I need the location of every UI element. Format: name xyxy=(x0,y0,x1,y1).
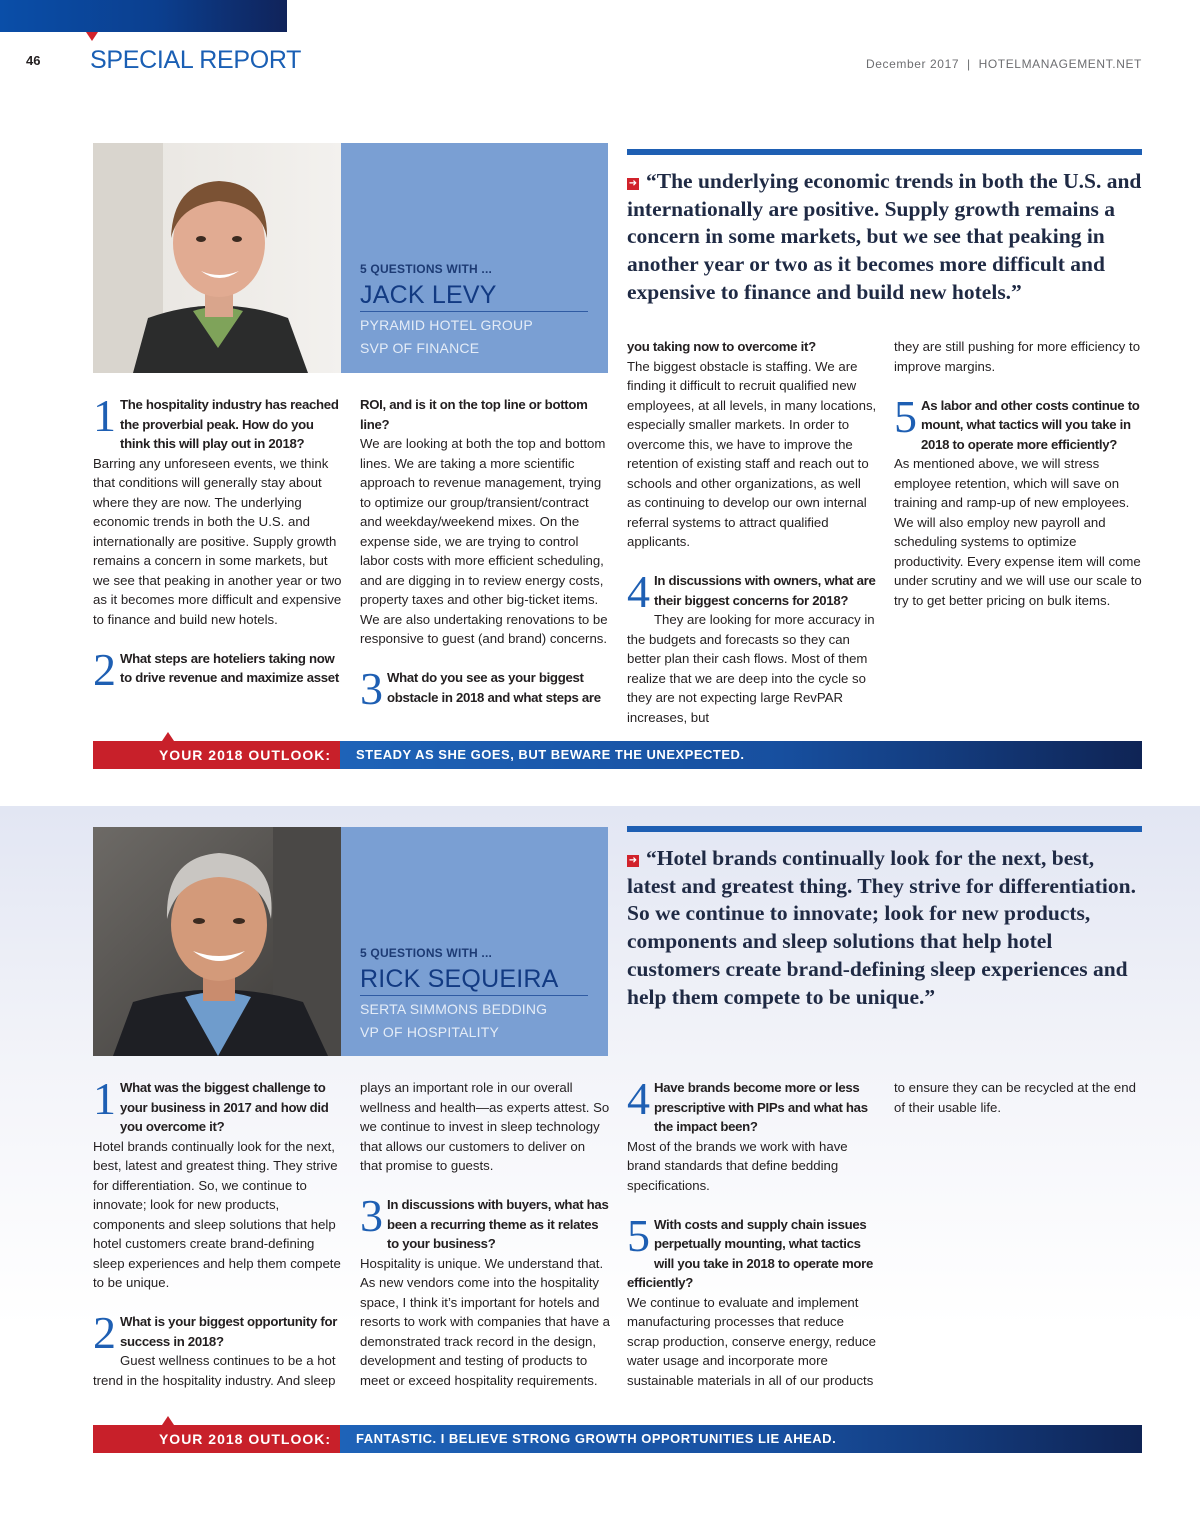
question-text: What do you see as your biggest obstacle in 2018 and what steps are xyxy=(387,670,601,705)
question-block-2 xyxy=(93,1307,343,1390)
question-text: With costs and supply chain issues perpetually mounting, what tactics will you take in 2018 to operate more efficiently? xyxy=(627,1216,874,1290)
outlook-text: FANTASTIC. I BELIEVE STRONG GROWTH OPPORTUNITIES LIE AHEAD. xyxy=(340,1425,1142,1453)
interviewee-title: SVP OF FINANCE xyxy=(360,340,480,356)
column-4 xyxy=(894,1078,1144,1137)
column-1 xyxy=(93,390,343,707)
pull-quote-text: “The underlying economic trends in both the U.S. and internationally are positive. Supply growth remains a concern in some markets, but we see that peaking in another year or two as it becomes more difficult and expensive to finance and build new hotels.” xyxy=(627,169,1142,304)
outlook-label: YOUR 2018 OUTLOOK: xyxy=(93,741,340,769)
question-number: 2 xyxy=(93,1307,116,1358)
question-text: In discussions with owners, what are their biggest concerns for 2018? xyxy=(654,573,876,608)
question-block-1 xyxy=(93,390,343,629)
question-text: In discussions with buyers, what has been a recurring theme as it relates to your business? xyxy=(387,1197,609,1251)
question-block-4 xyxy=(627,566,877,727)
nameplate-divider xyxy=(360,995,588,996)
question-block-3 xyxy=(360,1190,610,1390)
answer-text: We continue to evaluate and implement manufacturing processes that reduce scrap production, conserve energy, reduce water usage and incorporate more sustainable materials in all of our products xyxy=(627,1294,876,1388)
question-block-1 xyxy=(93,1073,343,1293)
question-number: 4 xyxy=(627,1073,650,1124)
question-text: ROI, and is it on the top line or bottom line? xyxy=(360,397,588,432)
answer-4-cont xyxy=(894,337,1144,376)
outlook-text: STEADY AS SHE GOES, BUT BEWARE THE UNEXPECTED. xyxy=(340,741,1142,769)
answer-text: Hospitality is unique. We understand that. As new vendors come into the hospitality space, I think it’s important for hotels and resorts to work with companies that have a demonstrated track record in the design, development and testing of products to meet or exceed hospitality requirements. xyxy=(360,1255,610,1388)
question-block-2 xyxy=(93,643,343,695)
pull-quote xyxy=(627,168,1147,307)
outlook-notch-icon xyxy=(162,732,174,741)
question-number: 1 xyxy=(93,390,116,441)
issue-info: December 2017 | HOTELMANAGEMENT.NET xyxy=(865,57,1142,71)
outlook-notch-icon xyxy=(162,1416,174,1425)
quote-bar xyxy=(627,826,1142,832)
answer-2-cont xyxy=(360,1078,610,1176)
outlook-bar xyxy=(93,741,1142,769)
portrait-photo-icon xyxy=(93,827,341,1056)
page-number: 46 xyxy=(26,53,41,68)
outlook-bar xyxy=(93,1425,1142,1453)
column-1 xyxy=(93,1073,343,1410)
answer-text: Hotel brands continually look for the next, best, latest and greatest thing. They strive for differentiation. So, we continue to innovate; look for new products, components and sleep solutions that help hotel customers create brand-defining sleep experiences and help them compete to be unique. xyxy=(93,1138,341,1290)
answer-text: Guest wellness continues to be a hot trend in the hospitality industry. And sleep xyxy=(93,1353,336,1388)
answer-text: they are still pushing for more efficiency to improve margins. xyxy=(894,339,1141,374)
arrow-right-icon: ➜ xyxy=(628,855,638,866)
answer-text: Barring any unforeseen events, we think that conditions will generally stay about where they are now. The underlying economic trends in both the U.S. and internationally are positive. Supply growth remains a concern in some markets, but we see that peaking in another year or two as it becomes more difficult and expensive to finance and build new hotels. xyxy=(93,455,342,627)
question-block-3-cont xyxy=(627,337,877,552)
header-color-bar xyxy=(0,0,287,32)
interviewee-name: RICK SEQUEIRA xyxy=(360,965,559,993)
question-text: What steps are hoteliers taking now to drive revenue and maximize asset xyxy=(120,650,339,685)
answer-text: Most of the brands we work with have brand standards that define bedding specifications. xyxy=(627,1138,848,1193)
answer-text: plays an important role in our overall wellness and health—as experts attest. So we continue to invest in sleep technology that allows our customers to deliver on that promise to guests. xyxy=(360,1080,610,1173)
nameplate-jack-levy xyxy=(341,143,608,373)
column-2 xyxy=(360,1078,610,1410)
question-text: As labor and other costs continue to mount, what tactics will you take in 2018 to operate more efficiently? xyxy=(921,397,1140,452)
interviewee-title: VP OF HOSPITALITY xyxy=(360,1024,500,1040)
column-3 xyxy=(627,1073,877,1410)
question-number: 5 xyxy=(894,390,917,442)
nameplate-rick-sequeira xyxy=(341,827,608,1056)
nameplate-label: 5 QUESTIONS WITH ... xyxy=(360,262,493,276)
portrait-jack-levy xyxy=(93,143,341,373)
question-block-3 xyxy=(360,663,610,714)
answer-text: The biggest obstacle is staffing. We are finding it difficult to recruit qualified new employees, at all levels, in many locations, especially smaller markets. In order to overcome this, we have to improve the retention of existing staff and reach out to schools and other organizations, as well as continuing to develop our own internal referral systems to attract qualified applicants. xyxy=(627,358,877,549)
interviewee-company: PYRAMID HOTEL GROUP xyxy=(360,317,533,333)
answer-text: As mentioned above, we will stress employee retention, which will save on training and ramp-up of new employees. We will also employ new payroll and scheduling systems to optimize productivity. Every expense item will come under scrutiny and we will use our scale to try to get better pricing on bulk items. xyxy=(894,456,1142,608)
question-number: 1 xyxy=(93,1073,116,1124)
question-number: 3 xyxy=(360,663,383,714)
portrait-photo-icon xyxy=(93,143,341,373)
question-number: 4 xyxy=(627,566,650,617)
question-number: 3 xyxy=(360,1190,383,1241)
question-text: The hospitality industry has reached the proverbial peak. How do you think this will play out in 2018? xyxy=(120,397,339,451)
question-text: What is your biggest opportunity for success in 2018? xyxy=(120,1314,338,1349)
pull-quote xyxy=(627,845,1147,1011)
answer-text: to ensure they can be recycled at the end of their usable life. xyxy=(894,1080,1136,1115)
pull-quote-text: “Hotel brands continually look for the next, best, latest and greatest thing. They strive for differentiation. So we continue to innovate; look for new products, components and sleep solutions that help hotel customers create brand-defining sleep experiences and help them compete to be unique.” xyxy=(627,846,1136,1009)
question-text: What was the biggest challenge to your business in 2017 and how did you overcome it? xyxy=(120,1080,329,1134)
section-title: SPECIAL REPORT xyxy=(90,46,302,74)
column-4 xyxy=(894,337,1144,630)
question-block-5 xyxy=(894,390,1144,611)
interviewee-name: JACK LEVY xyxy=(360,281,497,309)
quote-bar xyxy=(627,149,1142,155)
column-3 xyxy=(627,337,877,747)
question-number: 2 xyxy=(93,643,116,695)
nameplate-divider xyxy=(360,311,588,312)
question-block-4 xyxy=(627,1073,877,1195)
header-notch-icon xyxy=(86,32,98,41)
outlook-label: YOUR 2018 OUTLOOK: xyxy=(93,1425,340,1453)
arrow-right-icon: ➜ xyxy=(628,178,638,189)
column-2 xyxy=(360,395,610,727)
question-number: 5 xyxy=(627,1209,650,1261)
answer-text: We are looking at both the top and bottom lines. We are taking a more scientific approach to revenue management, trying to optimize our group/transient/contract and weekday/weekend mixes. On the expense side, we are trying to control labor costs with more efficient scheduling, and are digging in to review energy costs, property taxes and other big-ticket items. We are also undertaking renovations to be responsive to guest (and brand) concerns. xyxy=(360,436,608,646)
answer-5-cont xyxy=(894,1078,1144,1117)
answer-text: They are looking for more accuracy in the budgets and forecasts so they can better plan their cash flows. Most of them realize that we are deep into the cycle so they are not expecting large RevPAR increases, but xyxy=(627,612,875,725)
question-block-2-cont xyxy=(360,395,610,649)
interviewee-company: SERTA SIMMONS BEDDING xyxy=(360,1001,548,1017)
question-block-5 xyxy=(627,1209,877,1391)
question-text: you taking now to overcome it? xyxy=(627,339,816,354)
question-text: Have brands become more or less prescriptive with PIPs and what has the impact been? xyxy=(654,1080,868,1134)
portrait-rick-sequeira xyxy=(93,827,341,1056)
nameplate-label: 5 QUESTIONS WITH ... xyxy=(360,946,493,960)
